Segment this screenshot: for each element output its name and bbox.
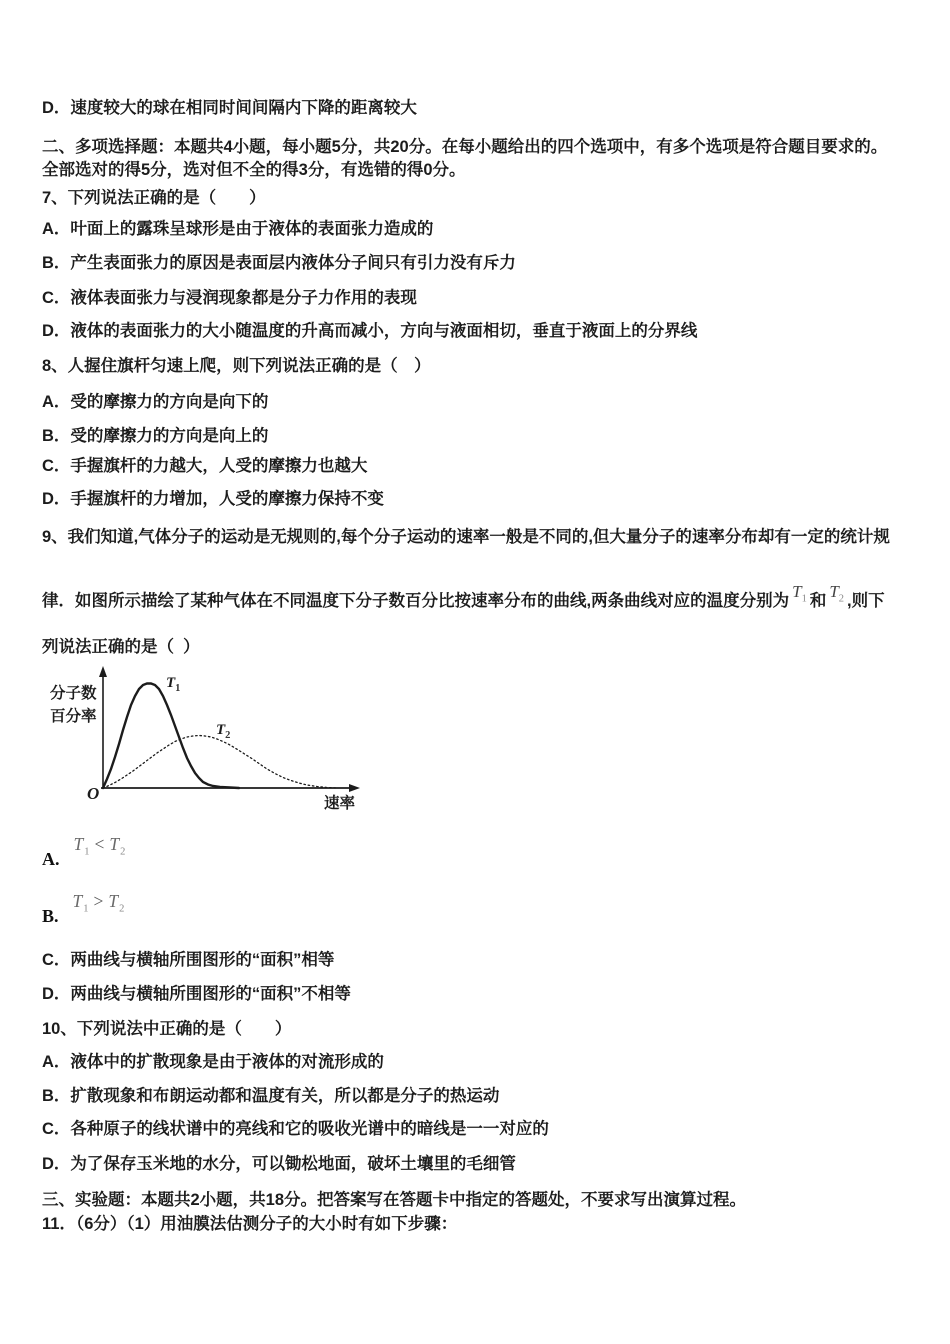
q7-option-d: D．液体的表面张力的大小随温度的升高而减小，方向与液面相切，垂直于液面上的分界线 <box>42 322 698 340</box>
q9-option-a <box>42 834 127 877</box>
q9-option-a-operator: < <box>94 834 106 854</box>
q10-option-d: D．为了保存玉米地的水分，可以锄松地面，破坏土壤里的毛细管 <box>42 1155 516 1173</box>
q9-option-b-rhs-sub: 2 <box>119 903 126 915</box>
q8-option-a: A．受的摩擦力的方向是向下的 <box>42 393 269 411</box>
q7-option-b: B．产生表面张力的原因是表面层内液体分子间只有引力没有斥力 <box>42 254 516 272</box>
figure-curve1-label <box>166 675 180 694</box>
q9-stem-line1: 9、我们知道,气体分子的运动是无规则的,每个分子运动的速率一般是不同的,但大量分子的速率分布却有一定的统计规 <box>42 528 890 546</box>
q9-t1-base: T <box>792 582 802 601</box>
q9-option-b-lhs-sub: 1 <box>83 903 90 915</box>
q9-option-b-math <box>72 891 126 915</box>
q9-stem-line3: 列说法正确的是（ ） <box>42 638 200 656</box>
q9-option-b-rhs: T <box>108 891 120 911</box>
section-multi-choice-header-line1: 二、多项选择题：本题共4小题，每小题5分，共20分。在每小题给出的四个选项中，有多个选项是符合题目要求的。 <box>42 138 888 156</box>
speed-distribution-figure <box>45 665 375 815</box>
q7-option-a: A．叶面上的露珠呈球形是由于液体的表面张力造成的 <box>42 220 434 238</box>
q9-option-a-lhs-sub: 1 <box>84 846 91 858</box>
q9-option-a-label: A. <box>42 849 60 869</box>
q9-option-b-operator: > <box>93 891 105 911</box>
figure-curve1-label-base: T <box>166 675 176 691</box>
q9-option-a-math <box>73 834 127 858</box>
q9-option-a-rhs-sub: 2 <box>120 846 127 858</box>
q9-option-c: C．两曲线与横轴所围图形的“面积”相等 <box>42 951 335 969</box>
q9-stem-line2-suffix: ,则下 <box>847 592 885 610</box>
q8-option-b: B．受的摩擦力的方向是向上的 <box>42 427 269 445</box>
figure-curve2-label-base: T <box>216 722 226 738</box>
q9-option-a-rhs: T <box>109 834 121 854</box>
q9-t1-subscript: 1 <box>801 593 807 605</box>
q10-option-b: B．扩散现象和布朗运动都和温度有关，所以都是分子的热运动 <box>42 1087 500 1105</box>
q9-option-b <box>42 891 126 934</box>
figure-curve1-label-sub: 1 <box>175 683 181 694</box>
figure-ylabel-line2: 百分率 <box>50 708 97 725</box>
q9-option-b-lhs: T <box>72 891 84 911</box>
q9-temperature-1-inline <box>789 582 810 605</box>
q7-stem: 7、下列说法正确的是（ ） <box>42 189 266 207</box>
y-axis-arrow <box>99 666 107 677</box>
q9-t2-subscript: 2 <box>838 593 845 605</box>
q9-temperature-2-inline <box>826 582 847 605</box>
q10-stem: 10、下列说法中正确的是（ ） <box>42 1020 292 1038</box>
q8-option-d: D．手握旗杆的力增加，人受的摩擦力保持不变 <box>42 490 384 508</box>
section-multi-choice-header-line2: 全部选对的得5分，选对但不全的得3分，有选错的得0分。 <box>42 161 466 179</box>
q8-option-c: C．手握旗杆的力越大，人受的摩擦力也越大 <box>42 457 368 475</box>
q10-option-c: C．各种原子的线状谱中的亮线和它的吸收光谱中的暗线是一一对应的 <box>42 1120 549 1138</box>
figure-xlabel: 速率 <box>324 795 356 812</box>
q9-option-b-label: B. <box>42 906 59 926</box>
curve-T2 <box>103 736 337 789</box>
q9-stem-line2 <box>42 582 885 617</box>
q7-option-c: C．液体表面张力与浸润现象都是分子力作用的表现 <box>42 289 417 307</box>
figure-curve2-label-sub: 2 <box>225 730 231 741</box>
figure-curve2-label <box>216 722 230 741</box>
q6-option-d-carryover: D．速度较大的球在相同时间间隔内下降的距离较大 <box>42 99 417 117</box>
q10-option-a: A．液体中的扩散现象是由于液体的对流形成的 <box>42 1053 384 1071</box>
q9-option-d: D．两曲线与横轴所围图形的“面积”不相等 <box>42 985 351 1003</box>
figure-ylabel-line1: 分子数 <box>50 685 97 702</box>
q9-t2-base: T <box>829 582 839 601</box>
section-experiment-header: 三、实验题：本题共2小题，共18分。把答案写在答题卡中指定的答题处，不要求写出演算过程。 <box>42 1191 747 1209</box>
figure-origin-label: O <box>87 784 100 803</box>
q9-and-text: 和 <box>809 592 827 610</box>
q11-stem: 11．（6分）（1）用油膜法估测分子的大小时有如下步骤： <box>42 1215 458 1233</box>
q9-stem-line2-prefix: 律．如图所示描绘了某种气体在不同温度下分子数百分比按速率分布的曲线,两条曲线对应的温度分别为 <box>42 592 790 610</box>
q8-stem: 8、人握住旗杆匀速上爬，则下列说法正确的是（ ） <box>42 357 431 375</box>
q9-option-a-lhs: T <box>73 834 85 854</box>
